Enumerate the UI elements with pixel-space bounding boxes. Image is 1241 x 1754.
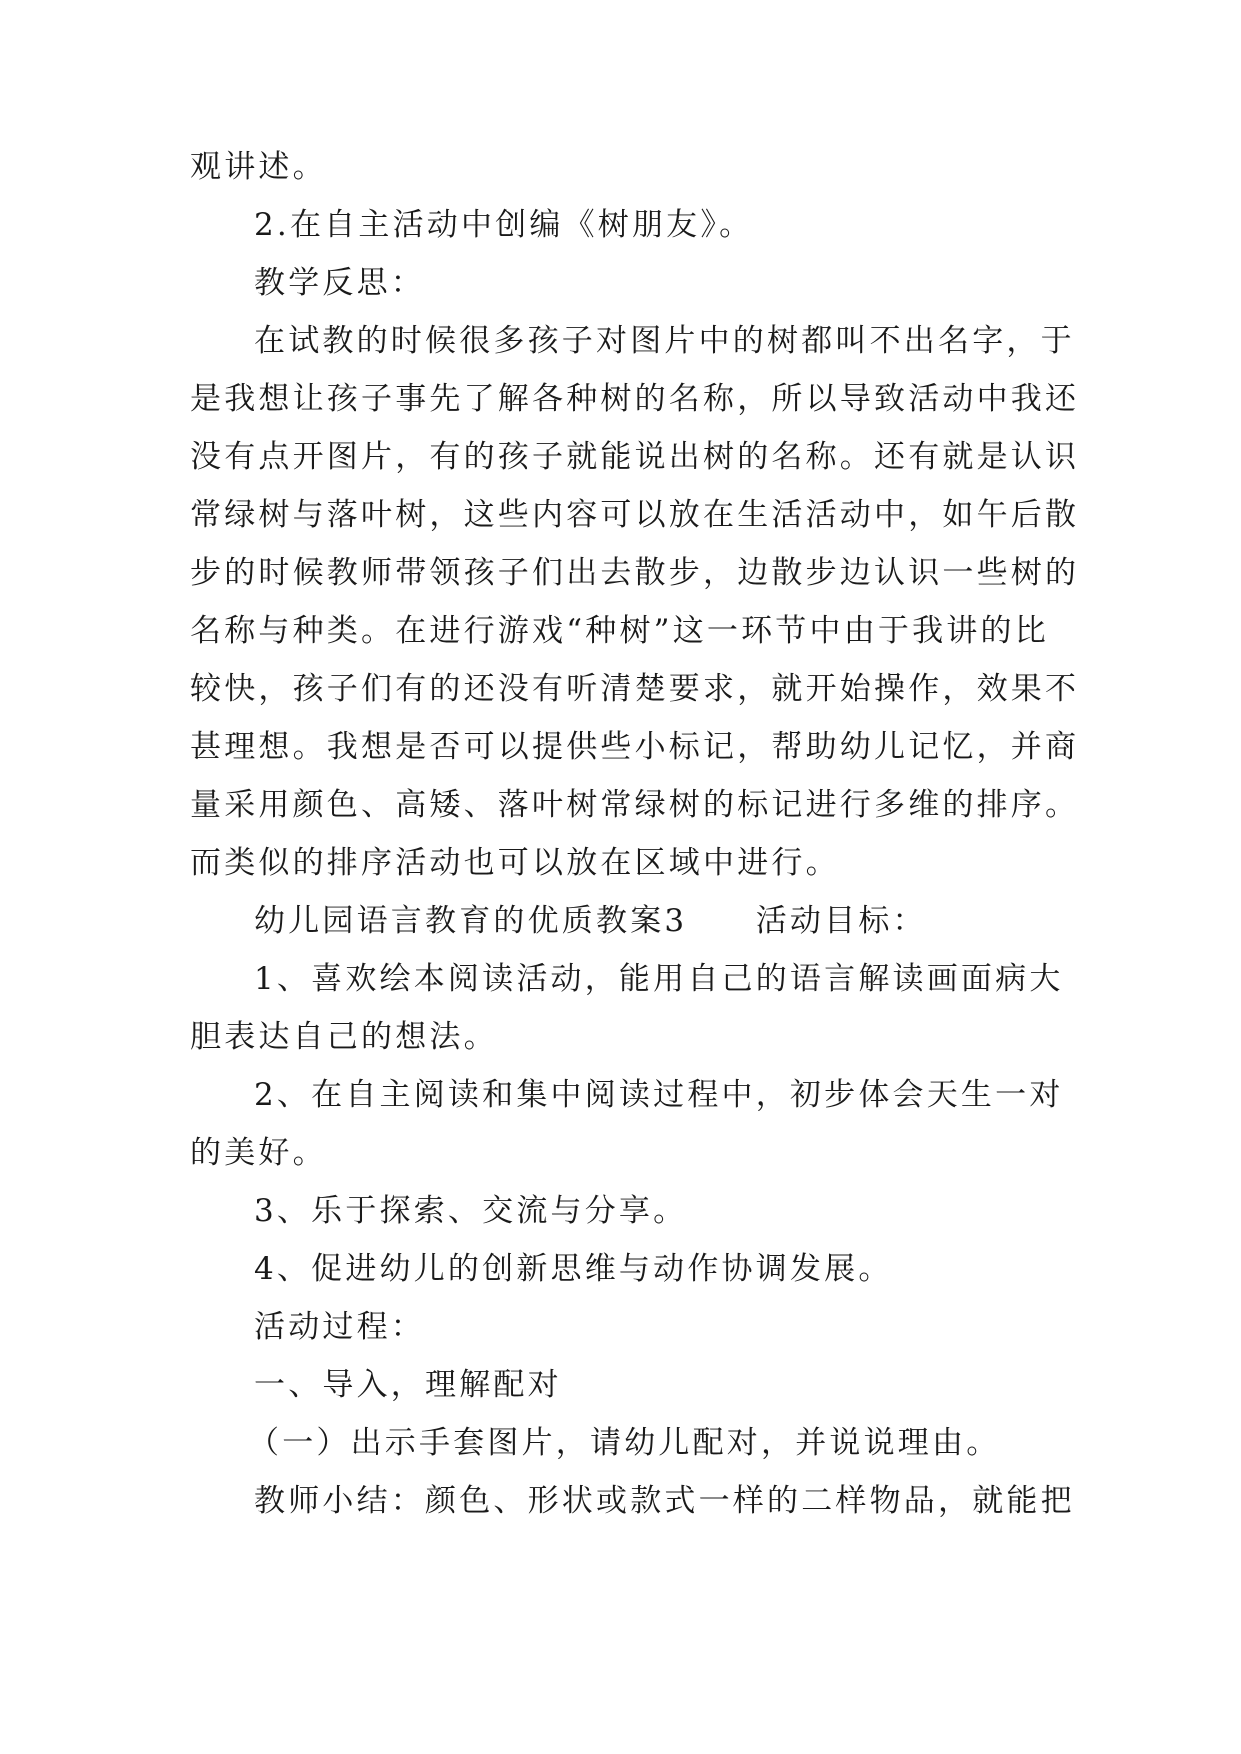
text-line: 没有点开图片，有的孩子就能说出树的名称。还有就是认识	[190, 439, 1080, 475]
section-heading: 教学反思：	[254, 265, 425, 301]
section-heading: 活动过程：	[254, 1309, 425, 1345]
text-line: 2.在自主活动中创编《树朋友》。	[254, 207, 754, 243]
text-line: 2、在自主阅读和集中阅读过程中，初步体会天生一对	[254, 1077, 1064, 1113]
text-line: 教师小结：颜色、形状或款式一样的二样物品，就能把	[254, 1483, 1075, 1519]
text-line: 胆表达自己的想法。	[190, 1019, 498, 1055]
text-line: 在试教的时候很多孩子对图片中的树都叫不出名字，于	[254, 323, 1075, 359]
text-line: 甚理想。我想是否可以提供些小标记，帮助幼儿记忆，并商	[190, 729, 1080, 765]
text-line: 4、促进幼儿的创新思维与动作协调发展。	[254, 1251, 893, 1287]
text-line: 是我想让孩子事先了解各种树的名称，所以导致活动中我还	[190, 381, 1080, 417]
text-line: 名称与种类。在进行游戏“种树”这一环节中由于我讲的比	[190, 613, 1049, 649]
text-line: 而类似的排序活动也可以放在区域中进行。	[190, 845, 840, 881]
text-line: （一）出示手套图片，请幼儿配对，并说说理由。	[248, 1425, 1001, 1461]
text-line: 量采用颜色、高矮、落叶树常绿树的标记进行多维的排序。	[190, 787, 1080, 823]
text-line: 的美好。	[190, 1135, 327, 1171]
section-heading: 幼儿园语言教育的优质教案3 活动目标：	[254, 903, 927, 939]
text-line: 观讲述。	[190, 149, 327, 185]
text-line: 常绿树与落叶树，这些内容可以放在生活活动中，如午后散	[190, 497, 1080, 533]
text-line: 1、喜欢绘本阅读活动，能用自己的语言解读画面病大	[254, 961, 1064, 997]
text-line: 较快，孩子们有的还没有听清楚要求，就开始操作，效果不	[190, 671, 1080, 707]
text-line: 一、导入，理解配对	[254, 1367, 562, 1403]
text-line: 步的时候教师带领孩子们出去散步，边散步边认识一些树的	[190, 555, 1080, 591]
text-line: 3、乐于探索、交流与分享。	[254, 1193, 688, 1229]
